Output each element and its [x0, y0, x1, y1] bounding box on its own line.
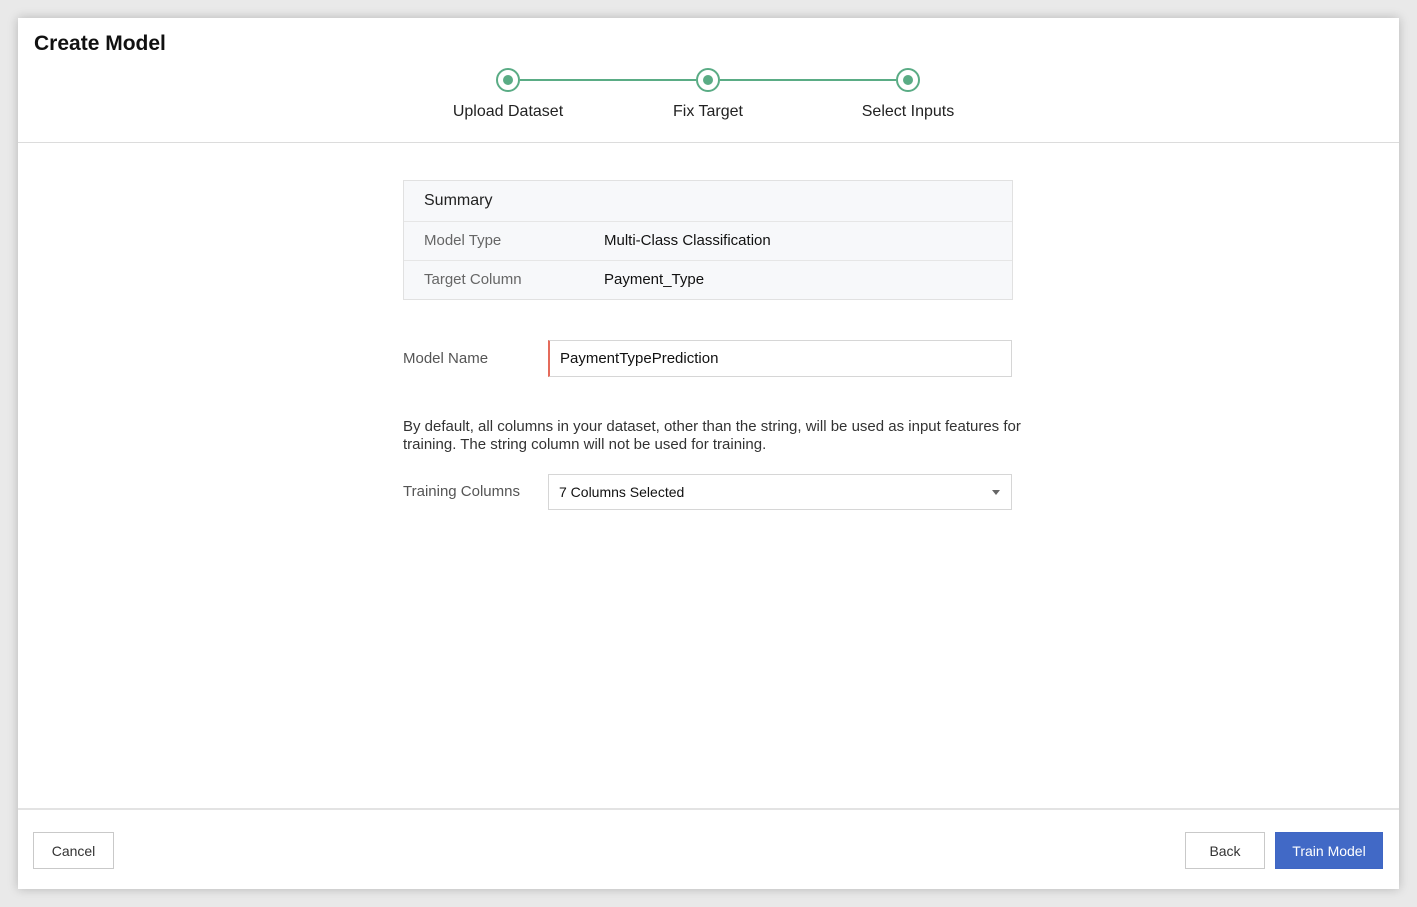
step-label-select-inputs: Select Inputs — [861, 103, 955, 120]
create-model-dialog — [18, 18, 1399, 889]
summary-panel — [403, 180, 1013, 300]
summary-row-model-type — [404, 222, 1012, 261]
summary-key: Target Column — [424, 271, 522, 288]
back-button[interactable]: Back — [1185, 832, 1265, 869]
dialog-header — [18, 18, 1399, 143]
training-info-text: By default, all columns in your dataset, other than the string, will be used as input features for training. The string column will not be used for training. — [403, 418, 1021, 453]
train-model-button[interactable]: Train Model — [1275, 832, 1383, 869]
step-complete-icon — [696, 68, 720, 92]
training-columns-select[interactable] — [548, 474, 1012, 510]
step-label-fix-target: Fix Target — [673, 103, 743, 120]
model-name-input[interactable] — [548, 340, 1012, 377]
summary-row-target-column — [404, 261, 1012, 299]
training-columns-label: Training Columns — [403, 483, 520, 500]
chevron-down-icon — [992, 490, 1000, 495]
summary-heading: Summary — [404, 181, 1012, 222]
step-complete-icon — [496, 68, 520, 92]
dialog-footer — [18, 808, 1399, 891]
summary-value: Multi-Class Classification — [604, 232, 771, 249]
step-connector — [720, 79, 896, 81]
summary-key: Model Type — [424, 232, 502, 249]
training-columns-value: 7 Columns Selected — [559, 484, 685, 500]
step-connector — [520, 79, 696, 81]
model-name-label: Model Name — [403, 350, 489, 367]
step-label-upload-dataset: Upload Dataset — [452, 103, 564, 120]
stepper — [18, 18, 1399, 142]
step-complete-icon — [896, 68, 920, 92]
summary-value: Payment_Type — [604, 271, 705, 288]
dialog-title: Create Model — [34, 32, 166, 55]
cancel-button[interactable]: Cancel — [33, 832, 114, 869]
